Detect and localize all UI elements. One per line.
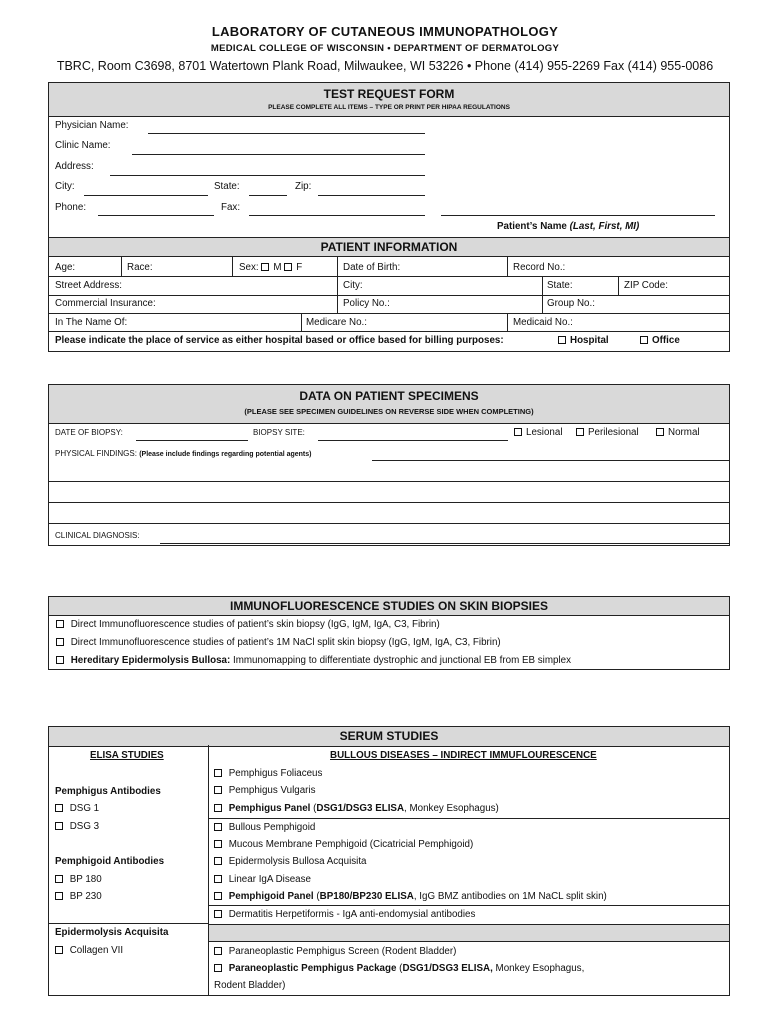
serum-pemphigoid-panel[interactable]: [214, 891, 607, 902]
medicaid-label: Medicaid No.:: [513, 317, 573, 328]
normal-checkbox[interactable]: [656, 428, 664, 436]
address-label: Address:: [55, 161, 94, 172]
hospital-checkbox[interactable]: [558, 336, 566, 344]
serum-dermatitis-herpetiformis[interactable]: [214, 909, 475, 920]
pnp-package-paren: (: [396, 963, 403, 974]
address-field[interactable]: [110, 175, 425, 176]
sex-female-checkbox[interactable]: [284, 263, 292, 271]
pemphigus-vulgaris-checkbox[interactable]: [214, 786, 222, 794]
normal-option[interactable]: [656, 427, 700, 438]
clinical-diagnosis-field[interactable]: [160, 543, 729, 544]
serum-bullous-pemphigoid[interactable]: [214, 822, 315, 833]
dsg3-label: DSG 3: [69, 821, 100, 832]
serum-pemphigus-vulgaris[interactable]: [214, 785, 316, 796]
sex-field: [239, 262, 302, 273]
street-label: Street Address:: [55, 280, 122, 291]
phone-field[interactable]: [98, 215, 214, 216]
biopsy-site-label: BIOPSY SITE:: [253, 428, 305, 437]
serum-header: [49, 727, 729, 747]
dh-label: Dermatitis Herpetiformis - IgA anti-endomysial antibodies: [228, 909, 476, 920]
pemphigus-foliaceus-checkbox[interactable]: [214, 769, 222, 777]
dsg1-label: DSG 1: [69, 803, 100, 814]
pemphigoid-panel-elisa: BP180/BP230 ELISA: [319, 891, 414, 902]
hospital-option[interactable]: [558, 335, 609, 346]
specimens-section: [48, 384, 730, 546]
serum-paraneoplastic-package[interactable]: [214, 963, 584, 974]
pemphigus-panel-checkbox[interactable]: [214, 804, 222, 812]
test-request-section: [48, 82, 730, 352]
eba-heading: Epidermolysis Acquisita: [55, 927, 169, 938]
pemphigoid-panel-label: Pemphigoid Panel: [228, 891, 314, 902]
findings-line-4[interactable]: [49, 523, 729, 524]
service-note: Please indicate the place of service as either hospital based or office based for billing purposes:: [55, 335, 504, 346]
record-label: Record No.:: [513, 262, 566, 273]
pnp-package-rest: Monkey Esophagus,: [492, 963, 585, 974]
elisa-heading: ELISA STUDIES: [90, 750, 164, 761]
bullous-heading: BULLOUS DISEASES – INDIRECT IMMUFLOURESCENCE: [330, 750, 597, 761]
patient-name-format: (Last, First, MI): [569, 221, 640, 232]
test-request-header: [49, 83, 729, 117]
patient-name-label: Patient’s Name: [497, 221, 567, 232]
test-request-title: TEST REQUEST FORM: [323, 87, 455, 101]
patient-info-header: [49, 237, 729, 257]
patient-state-label: State:: [547, 280, 573, 291]
bullous-pemphigoid-label: Bullous Pemphigoid: [228, 822, 316, 833]
linear-iga-label: Linear IgA Disease: [228, 874, 311, 885]
if-item-split[interactable]: [56, 637, 501, 648]
if-header: [49, 597, 729, 616]
pnp-package-checkbox[interactable]: [214, 964, 222, 972]
dob-label: Date of Birth:: [343, 262, 401, 273]
pnp-package-line2: Rodent Bladder): [214, 980, 286, 991]
serum-eba[interactable]: [214, 856, 367, 867]
policy-label: Policy No.:: [343, 298, 390, 309]
sex-female-label: F: [296, 262, 303, 273]
office-label: Office: [652, 335, 680, 346]
state-label: State:: [214, 181, 240, 192]
lesional-option[interactable]: [514, 427, 563, 438]
serum-mucous-membrane-pemphigoid[interactable]: [214, 839, 473, 850]
pnp-screen-checkbox[interactable]: [214, 947, 222, 955]
sex-label: Sex:: [239, 262, 259, 273]
hospital-label: Hospital: [570, 335, 609, 346]
specimens-header: [49, 385, 729, 424]
serum-shaded-row: [209, 924, 729, 942]
pemphigoid-panel-rest: , IgG BMZ antibodies on 1M NaCL split skin): [413, 891, 607, 902]
age-label: Age:: [55, 262, 76, 273]
pemphigus-panel-label: Pemphigus Panel: [228, 803, 311, 814]
pnp-screen-label: Paraneoplastic Pemphigus Screen (Rodent Bladder): [228, 946, 457, 957]
biopsy-date-label: DATE OF BIOPSY:: [55, 428, 123, 437]
hipaa-note: PLEASE COMPLETE ALL ITEMS – TYPE OR PRINT PER HIPAA REGULATIONS: [268, 104, 510, 111]
physical-findings-field[interactable]: [372, 460, 729, 461]
physical-findings-label: PHYSICAL FINDINGS:: [55, 449, 137, 458]
if-item-heb-desc: Immunomapping to differentiate dystrophic and junctional EB from EB simplex: [233, 655, 571, 666]
if-title: IMMUNOFLUORESCENCE STUDIES ON SKIN BIOPSIES: [229, 599, 549, 613]
serum-paraneoplastic-screen[interactable]: [214, 946, 456, 957]
dh-checkbox[interactable]: [214, 910, 222, 918]
bp180-checkbox[interactable]: [55, 875, 63, 883]
lab-address: TBRC, Room C3698, 8701 Watertown Plank Road, Milwaukee, WI 53226 • Phone (414) 955-2269 Fax (414) 955-0086: [56, 59, 714, 73]
specimens-note: (PLEASE SEE SPECIMEN GUIDELINES ON REVERSE SIDE WHEN COMPLETING): [244, 407, 534, 416]
bp230-label: BP 230: [69, 891, 102, 902]
collagen-vii-checkbox[interactable]: [55, 946, 63, 954]
biopsy-date-field[interactable]: [136, 440, 248, 441]
fax-label: Fax:: [221, 202, 241, 213]
mmp-label: Mucous Membrane Pemphigoid (Cicatricial Pemphigoid): [228, 839, 474, 850]
pemphigus-panel-paren: (: [310, 803, 317, 814]
bp180-label: BP 180: [69, 874, 102, 885]
office-checkbox[interactable]: [640, 336, 648, 344]
if-item-direct-checkbox[interactable]: [56, 620, 64, 628]
collagen-vii-label: Collagen VII: [69, 945, 124, 956]
if-item-split-checkbox[interactable]: [56, 638, 64, 646]
race-label: Race:: [127, 262, 153, 273]
pemphigus-panel-rest: , Monkey Esophagus): [404, 803, 499, 814]
insurance-label: Commercial Insurance:: [55, 298, 156, 309]
patient-zip-label: ZIP Code:: [624, 280, 668, 291]
physician-name-field[interactable]: [148, 133, 425, 134]
clinic-name-field[interactable]: [132, 154, 425, 155]
if-item-direct[interactable]: [56, 619, 440, 630]
if-item-split-label: Direct Immunofluorescence studies of patient’s 1M NaCl split skin biopsy (IgG, IgM, IgA, C3, Fibrin): [70, 637, 501, 648]
serum-pemphigus-foliaceus[interactable]: [214, 768, 322, 779]
zip-field[interactable]: [318, 195, 425, 196]
normal-label: Normal: [668, 427, 700, 438]
eba-label: Epidermolysis Bullosa Acquisita: [228, 856, 367, 867]
dsg1-option[interactable]: [55, 803, 99, 814]
bullous-pemphigoid-checkbox[interactable]: [214, 823, 222, 831]
dsg3-checkbox[interactable]: [55, 822, 63, 830]
findings-line-2[interactable]: [49, 481, 729, 482]
dsg1-checkbox[interactable]: [55, 804, 63, 812]
sex-male-checkbox[interactable]: [261, 263, 269, 271]
name-of-label: In The Name Of:: [55, 317, 128, 328]
sex-male-label: M: [273, 262, 282, 273]
pemphigoid-panel-paren: (: [313, 891, 320, 902]
phone-label: Phone:: [55, 202, 87, 213]
medicare-label: Medicare No.:: [306, 317, 367, 328]
pemphigus-panel-elisa: DSG1/DSG3 ELISA: [316, 803, 405, 814]
clinic-name-label: Clinic Name:: [55, 140, 111, 151]
group-label: Group No.:: [547, 298, 595, 309]
perilesional-label: Perilesional: [588, 427, 639, 438]
pnp-package-label: Paraneoplastic Pemphigus Package: [228, 963, 397, 974]
if-item-heb[interactable]: [56, 655, 571, 666]
pemphigus-foliaceus-label: Pemphigus Foliaceus: [228, 768, 323, 779]
lesional-label: Lesional: [526, 427, 563, 438]
bp230-checkbox[interactable]: [55, 892, 63, 900]
lesional-checkbox[interactable]: [514, 428, 522, 436]
bp180-option[interactable]: [55, 874, 102, 885]
serum-pemphigus-panel[interactable]: [214, 803, 499, 814]
physical-findings-caption: [55, 449, 312, 458]
eba-checkbox[interactable]: [214, 857, 222, 865]
state-field[interactable]: [249, 195, 287, 196]
college-subtitle: MEDICAL COLLEGE OF WISCONSIN • DEPARTMENT OF DERMATOLOGY: [210, 43, 560, 54]
city-field[interactable]: [84, 195, 208, 196]
zip-label: Zip:: [295, 181, 312, 192]
pemphigus-antibodies-heading: Pemphigus Antibodies: [55, 786, 161, 797]
physician-name-label: Physician Name:: [55, 120, 129, 131]
fax-field[interactable]: [249, 215, 425, 216]
if-item-heb-checkbox[interactable]: [56, 656, 64, 664]
findings-line-3[interactable]: [49, 502, 729, 503]
physical-findings-note: (Please include findings regarding potential agents): [139, 451, 312, 458]
specimens-title: DATA ON PATIENT SPECIMENS: [299, 389, 479, 403]
if-item-heb-title: Hereditary Epidermolysis Bullosa:: [70, 655, 231, 666]
patient-city-label: City:: [343, 280, 363, 291]
bp230-option[interactable]: [55, 891, 102, 902]
serum-linear-iga[interactable]: [214, 874, 311, 885]
clinical-diagnosis-label: CLINICAL DIAGNOSIS:: [55, 531, 140, 540]
pemphigoid-antibodies-heading: Pemphigoid Antibodies: [55, 856, 165, 867]
biopsy-site-field[interactable]: [318, 440, 508, 441]
pnp-package-elisa: DSG1/DSG3 ELISA,: [402, 963, 493, 974]
perilesional-checkbox[interactable]: [576, 428, 584, 436]
patient-name-caption: [497, 221, 639, 232]
collagen-vii-option[interactable]: [55, 945, 123, 956]
mmp-checkbox[interactable]: [214, 840, 222, 848]
office-option[interactable]: [640, 335, 680, 346]
lab-title: LABORATORY OF CUTANEOUS IMMUNOPATHOLOGY: [211, 24, 559, 39]
linear-iga-checkbox[interactable]: [214, 875, 222, 883]
if-item-direct-label: Direct Immunofluorescence studies of patient’s skin biopsy (IgG, IgM, IgA, C3, Fibrin): [70, 619, 440, 630]
perilesional-option[interactable]: [576, 427, 639, 438]
pemphigoid-panel-checkbox[interactable]: [214, 892, 222, 900]
pemphigus-vulgaris-label: Pemphigus Vulgaris: [228, 785, 316, 796]
city-label: City:: [55, 181, 75, 192]
dsg3-option[interactable]: [55, 821, 99, 832]
serum-title: SERUM STUDIES: [339, 729, 439, 743]
patient-name-field[interactable]: [441, 215, 715, 216]
patient-info-title: PATIENT INFORMATION: [320, 240, 458, 254]
